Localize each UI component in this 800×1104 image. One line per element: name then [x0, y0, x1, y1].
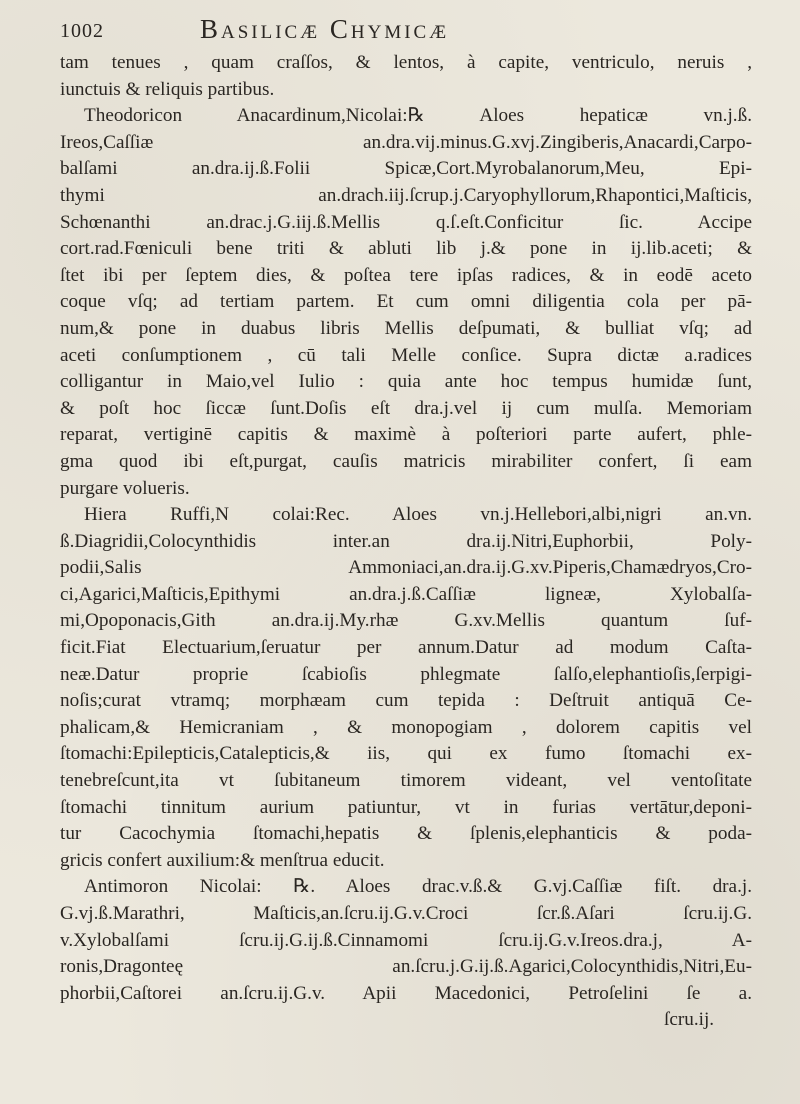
text-line: ſcru.ij.: [664, 1009, 715, 1031]
text-line: Ireos,Caſſiæ an.dra.vij.minus.G.xvj.Zingiberis,Anacardi,Carpo-: [60, 131, 752, 153]
text-line: coque vſq; ad tertiam partem. Et cum omni diligentia cola per pā-: [60, 291, 752, 313]
recipe-heading-line: Antimoron Nicolai: ℞. Aloes drac.v.ß.& G.vj.Caſſiæ fiſt. dra.j.: [84, 876, 752, 898]
text-line: purgare volueris.: [60, 477, 190, 499]
text-line: mi,Opoponacis,Gith an.dra.ij.My.rhæ G.xv.Mellis quantum ſuf-: [60, 610, 752, 632]
text-line: tur Cacochymia ſtomachi,hepatis & ſplenis,elephanticis & poda-: [60, 823, 752, 845]
text-line: tenebreſcunt,ita vt ſubitaneum timorem videant, vel ventoſitate: [60, 770, 752, 792]
text-line: G.vj.ß.Marathri, Maſticis,an.ſcru.ij.G.v.Croci ſcr.ß.Aſari ſcru.ij.G.: [60, 903, 752, 924]
recipe-heading-line: Hiera Ruffi,N colai:Rec. Aloes vn.j.Hellebori,albi,nigri an.vn.: [84, 504, 752, 526]
text-line: ſtomachi tinnitum aurium patiuntur, vt in furias vertātur,deponi-: [60, 796, 752, 818]
text-line: phorbii,Caſtorei an.ſcru.ij.G.v. Apii Macedonici, Petroſelini ſe a.: [60, 982, 752, 1004]
text-line: ronis,Dragonteę an.ſcru.j.G.ij.ß.Agarici,Colocynthidis,Nitri,Eu-: [60, 956, 752, 978]
text-line: reparat, vertiginē capitis & maximè à poſteriori parte aufert, phle-: [60, 424, 752, 446]
text-line: ci,Agarici,Maſticis,Epithymi an.dra.j.ß.Caſſiæ ligneæ, Xylobalſa-: [60, 583, 752, 605]
running-title: Basilicæ Chymicæ: [200, 14, 450, 44]
text-line: aceti conſumptionem , cū tali Melle conſice. Supra dictæ a.radices: [60, 344, 752, 366]
text-line: noſis;curat vtramq; morphæam cum tepida : Deſtruit antiquā Ce-: [60, 690, 752, 712]
text-line: num,& pone in duabus libris Mellis deſpumati, & bulliat vſq; ad: [60, 317, 752, 339]
text-line: balſami an.dra.ij.ß.Folii Spicæ,Cort.Myrobalanorum,Meu, Epi-: [60, 158, 752, 180]
text-line: gma quod ibi eſt,purgat, cauſis matricis mirabiliter confert, ſi eam: [60, 450, 752, 472]
recipe-heading-line: Theodoricon Anacardinum,Nicolai:℞ Aloes hepaticæ vn.j.ß.: [84, 105, 752, 127]
text-line: neæ.Datur proprie ſcabioſis phlegmate ſalſo,elephantioſis,ſerpigi-: [60, 663, 752, 685]
text-line: Schœnanthi an.drac.j.G.iij.ß.Mellis q.ſ.eſt.Conficitur ſic. Accipe: [60, 211, 752, 233]
text-line: ficit.Fiat Electuarium,ſeruatur per annum.Datur ad modum Caſta-: [60, 637, 752, 659]
text-line: ſtomachi:Epilepticis,Catalepticis,& iis, qui ex fumo ſtomachi ex-: [60, 743, 752, 765]
text-line: podii,Salis Ammoniaci,an.dra.ij.G.xv.Piperis,Chamædryos,Cro-: [60, 557, 752, 579]
text-line: gricis confert auxilium:& menſtrua educit.: [60, 849, 385, 871]
text-line: ß.Diagridii,Colocynthidis inter.an dra.ij.Nitri,Euphorbii, Poly-: [60, 530, 752, 552]
text-line: tam tenues , quam craſſos, & lentos, à capite, ventriculo, neruis ,: [60, 52, 752, 73]
text-line: iunctuis & reliquis partibus.: [60, 78, 275, 100]
text-line: ſtet ibi per ſeptem dies, & poſtea tere ipſas radices, & in eodē aceto: [60, 264, 752, 286]
text-line: phalicam,& Hemicraniam , & monopogiam , dolorem capitis vel: [60, 716, 752, 738]
text-line: thymi an.drach.iij.ſcrup.j.Caryophyllorum,Rhapontici,Maſticis,: [60, 184, 752, 206]
text-line: & poſt hoc ſiccæ ſunt.Doſis eſt dra.j.vel ij cum mulſa. Memoriam: [60, 397, 752, 419]
text-line: cort.rad.Fœniculi bene triti & abluti lib j.& pone in ij.lib.aceti; &: [60, 238, 752, 260]
page-header: [60, 14, 760, 48]
text-line: v.Xylobalſami ſcru.ij.G.ij.ß.Cinnamomi ſcru.ij.G.v.Ireos.dra.j, A-: [60, 929, 752, 951]
text-line: colligantur in Maio,vel Iulio : quia ante hoc tempus humidæ ſunt,: [60, 371, 752, 393]
page-number: 1002: [60, 20, 104, 42]
body-text: [60, 50, 752, 1034]
